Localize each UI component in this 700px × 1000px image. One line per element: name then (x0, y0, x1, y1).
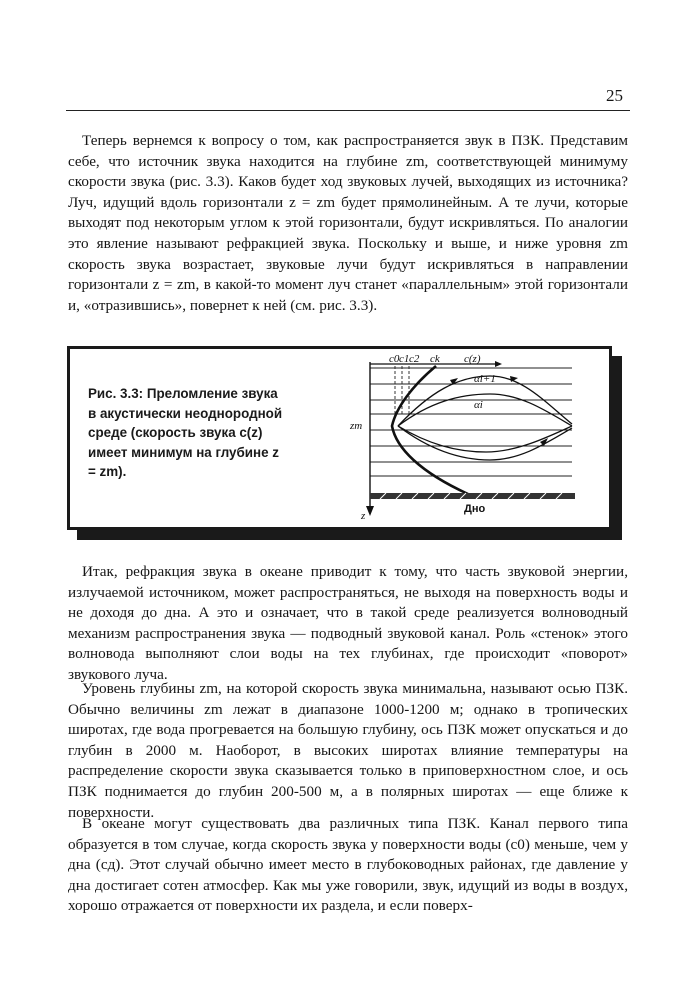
speed-markers (395, 366, 409, 414)
paragraph-1: Теперь вернемся к вопросу о том, как распространяется звук в ПЗК. Представим себе, что источник звука находится на глубине zm, соответствующей минимуму скорости звука (рис. 3.3). Каков будет ход звуковых лучей, выходящих из источника? Луч, идущий вдоль горизонтали z = zm будет прямолинейным. А те лучи, которые выходят под некоторым углом к этой горизонтали, будут искривляться. По аналогии это явление называют рефракцией звука. Поскольку и выше, и ниже уровня zm скорость звука возрастает, звуковые лучи будут искривляться в направлении горизонтали z = zm, в какой-то момент луч станет «параллельным» этой горизонтали и, «отразившись», повернет к ней (см. рис. 3.3). (68, 132, 628, 314)
label-bottom: Дно (464, 503, 486, 515)
paragraph-3: Уровень глубины zm, на которой скорость звука минимальна, называют осью ПЗК. Обычно величины zm лежат в диапазоне 1000-1200 м; однако в тропических широтах, где вода прогревается на большую глубину, ось ПЗК может опускаться и до глубин в 2000 м. Наоборот, в высоких широтах влияние температуры на распределение скорости звука сказывается только в приповерхностном слое, и ось ПЗК поднимается до глубин 200-500 м, а в полярных широтах — еще ближе к поверхности. (68, 680, 628, 821)
refraction-diagram (340, 352, 590, 522)
header-rule (66, 110, 630, 111)
label-c2: c2 (409, 353, 420, 365)
page-number: 25 (606, 86, 623, 105)
figure-caption: Рис. 3.3: Преломление звука в акустически неоднородной среде (скорость звука c(z) имеет минимум на глубине z = zm). (88, 386, 283, 480)
sound-rays (398, 376, 572, 460)
label-alpha-i1: αi+1 (474, 373, 496, 385)
label-z: z (361, 510, 366, 522)
layer-lines (370, 368, 572, 476)
depth-axis-arrow (366, 506, 374, 516)
label-zm: zm (350, 420, 363, 432)
label-c0: c0 (389, 353, 400, 365)
label-alpha-i: αi (474, 399, 483, 411)
label-c1: c1 (399, 353, 410, 365)
speed-axis-arrow (495, 361, 502, 367)
paragraph-4: В океане могут существовать два различных типа ПЗК. Канал первого типа образуется в том случае, когда скорость звука у поверхности воды (c0) меньше, чем у дна (cд). Этот случай обычно имеет место в глубоководных районах, где давление у дна достигает сотен атмосфер. Как мы уже говорили, звук, идущий из воды в воздух, хорошо отражается от поверхности их раздела, и если поверх- (68, 815, 628, 915)
paragraph-2: Итак, рефракция звука в океане приводит к тому, что часть звуковой энергии, излучаемой источником, может распространяться, не выходя на поверхность воды и не доходя до дна. А это и означает, что в такой среде реализуется волноводный механизм распространения звука — подводный звуковой канал. Роль «стенок» этого волновода выполняют слои воды на тех глубинах, где происходит «поворот» звукового луча. (68, 563, 628, 683)
label-ck: ck (430, 353, 440, 365)
label-cz: c(z) (464, 353, 481, 365)
